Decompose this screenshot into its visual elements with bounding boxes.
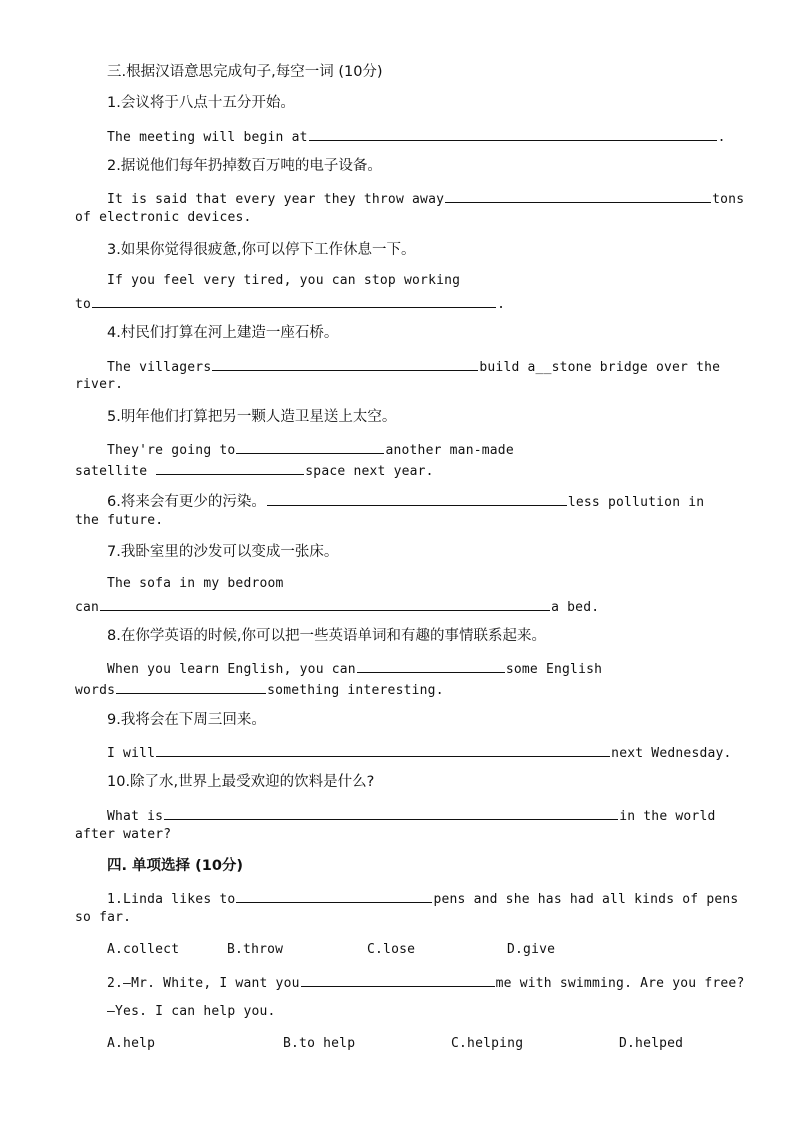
- item6-line1: [107, 490, 767, 510]
- item7-english-line1: The sofa in my bedroom: [107, 576, 284, 591]
- item4-text-b: build a__stone bridge over the: [479, 360, 721, 375]
- item5-text-a: They're going to: [107, 443, 236, 458]
- q1-option-d[interactable]: D.give: [507, 942, 556, 957]
- item10-english-line1: [107, 804, 767, 824]
- item2-blank[interactable]: [445, 187, 711, 203]
- item7-blank[interactable]: [100, 595, 550, 611]
- q2-option-d[interactable]: D.helped: [619, 1036, 684, 1051]
- item1-english: [107, 125, 767, 145]
- item5-blank-2[interactable]: [156, 459, 304, 475]
- item5-text-d: space next year.: [305, 464, 434, 479]
- q1-text-a: 1.Linda likes to: [107, 892, 236, 907]
- item2-english-line1: [107, 187, 767, 207]
- item3-text-b: to: [75, 297, 92, 312]
- q1-stem-line2: so far.: [75, 910, 132, 925]
- item2-text-a: It is said that every year they throw away: [107, 192, 445, 207]
- item3-english-line2: [75, 292, 735, 312]
- item8-english-line2: [75, 678, 735, 698]
- q1-text-b: pens and she has had all kinds of pens: [433, 892, 739, 907]
- item7-chinese: 7.我卧室里的沙发可以变成一张床。: [107, 544, 339, 560]
- item10-text-a: What is: [107, 809, 164, 824]
- item4-blank[interactable]: [212, 355, 478, 371]
- q1-option-a[interactable]: A.collect: [107, 942, 180, 957]
- q2-option-c[interactable]: C.helping: [451, 1036, 524, 1051]
- item7-text-c: a bed.: [551, 600, 600, 615]
- item5-text-b: another man-made: [385, 443, 514, 458]
- item10-chinese: 10.除了水,世界上最受欢迎的饮料是什么?: [107, 774, 375, 790]
- item8-blank-2[interactable]: [116, 678, 266, 694]
- item8-english-line1: [107, 657, 767, 677]
- q2-options: [0, 1034, 794, 1054]
- q2-option-a[interactable]: A.help: [107, 1036, 156, 1051]
- item4-english-line2: river.: [75, 377, 124, 392]
- item6-chinese: 6.将来会有更少的污染。: [107, 494, 266, 510]
- q2-blank[interactable]: [301, 971, 495, 987]
- item4-english-line1: [107, 355, 767, 375]
- item3-text-c: .: [497, 297, 506, 312]
- q2-option-b[interactable]: B.to help: [283, 1036, 356, 1051]
- item8-text-d: something interesting.: [267, 683, 444, 698]
- item6-blank[interactable]: [267, 490, 567, 506]
- item9-english: [107, 741, 767, 761]
- item8-chinese: 8.在你学英语的时候,你可以把一些英语单词和有趣的事情联系起来。: [107, 628, 546, 644]
- item3-english-line1: If you feel very tired, you can stop working: [107, 273, 461, 288]
- item4-text-a: The villagers: [107, 360, 212, 375]
- item5-chinese: 5.明年他们打算把另一颗人造卫星送上太空。: [107, 409, 397, 425]
- item6-text-b: less pollution in: [567, 495, 705, 510]
- item2-chinese: 2.据说他们每年扔掉数百万吨的电子设备。: [107, 158, 382, 174]
- q2-text-a: 2.—Mr. White, I want you: [107, 976, 300, 991]
- item1-chinese: 1.会议将于八点十五分开始。: [107, 95, 295, 111]
- item8-blank-1[interactable]: [357, 657, 505, 673]
- item2-text-b: tons: [712, 192, 745, 207]
- q2-reply: —Yes. I can help you.: [107, 1004, 276, 1019]
- q1-options: [0, 940, 794, 960]
- item1-blank[interactable]: [309, 125, 717, 141]
- q2-text-b: me with swimming. Are you free?: [495, 976, 745, 991]
- item8-text-b: some English: [505, 662, 603, 677]
- item5-text-c: satellite: [75, 464, 148, 479]
- item8-text-a: When you learn English, you can: [107, 662, 356, 677]
- item4-chinese: 4.村民们打算在河上建造一座石桥。: [107, 325, 339, 341]
- section3-title: 三.根据汉语意思完成句子,每空一词 (10分): [107, 64, 383, 80]
- item7-english-line2: [75, 595, 735, 615]
- item5-blank-1[interactable]: [236, 438, 384, 454]
- q1-blank[interactable]: [236, 887, 432, 903]
- q1-option-b[interactable]: B.throw: [227, 942, 284, 957]
- item2-english-line2: of electronic devices.: [75, 210, 252, 225]
- item3-blank[interactable]: [92, 292, 496, 308]
- item5-english-line1: [107, 438, 767, 458]
- item10-english-line2: after water?: [75, 827, 172, 842]
- item1-text-b: .: [717, 130, 726, 145]
- item5-english-line2: [75, 459, 735, 479]
- q1-stem-line1: [107, 887, 767, 907]
- q1-option-c[interactable]: C.lose: [367, 942, 416, 957]
- item9-text-b: next Wednesday.: [611, 746, 732, 761]
- item9-text-a: I will: [107, 746, 156, 761]
- item1-text-a: The meeting will begin at: [107, 130, 308, 145]
- item7-text-b: can: [75, 600, 100, 615]
- item6-english-line2: the future.: [75, 513, 164, 528]
- section4-title: 四. 单项选择 (10分): [107, 858, 244, 874]
- item8-text-c: words: [75, 683, 116, 698]
- item10-text-b: in the world: [619, 809, 716, 824]
- item10-blank[interactable]: [164, 804, 618, 820]
- item3-chinese: 3.如果你觉得很疲惫,你可以停下工作休息一下。: [107, 242, 416, 258]
- item9-blank[interactable]: [156, 741, 610, 757]
- q2-stem: [107, 971, 767, 991]
- item9-chinese: 9.我将会在下周三回来。: [107, 712, 266, 728]
